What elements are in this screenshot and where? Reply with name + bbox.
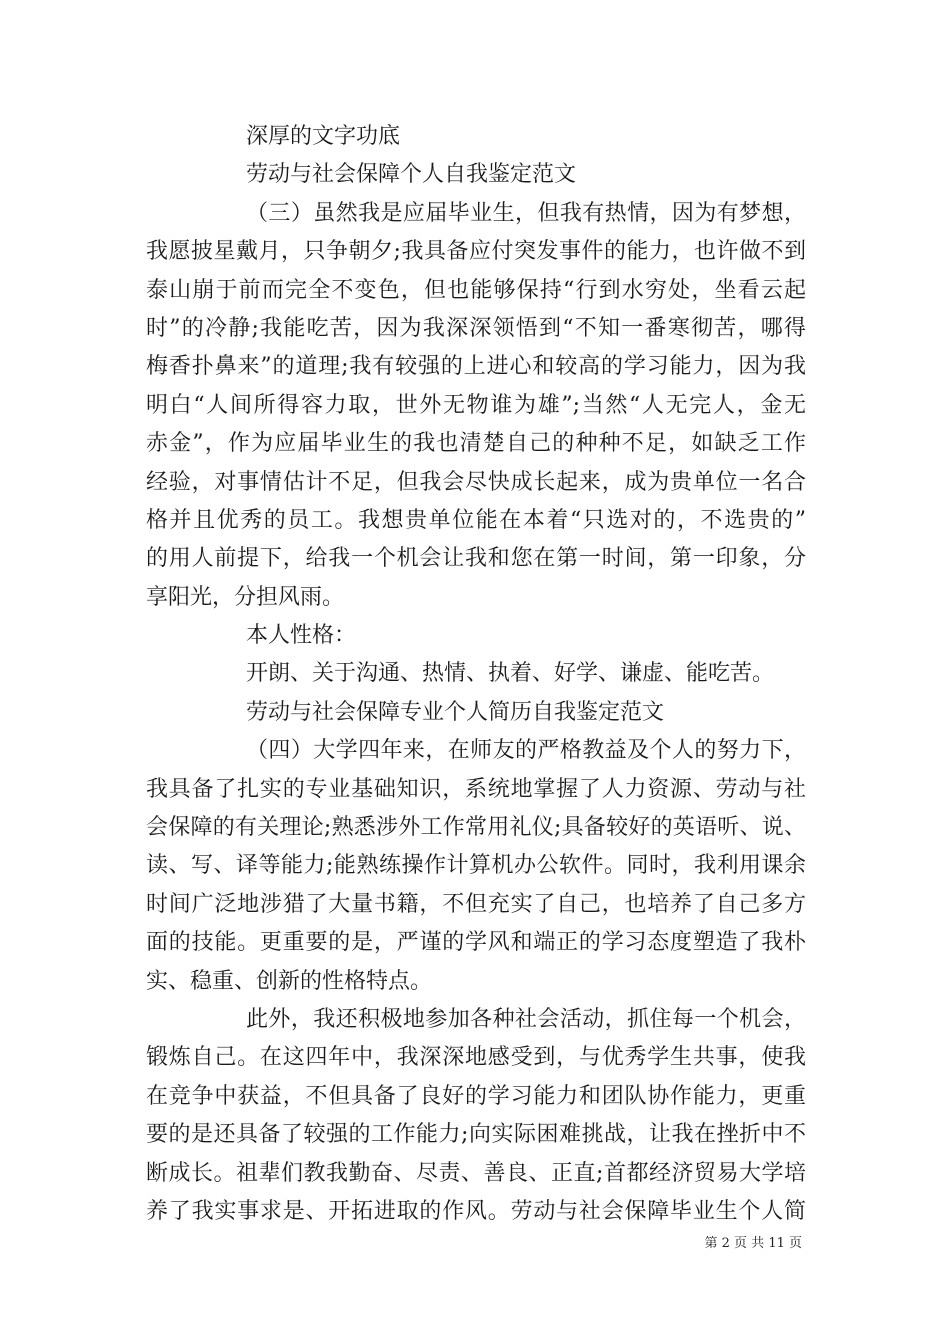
text-line: 劳动与社会保障专业个人简历自我鉴定范文 <box>246 699 665 725</box>
text-line: 深厚的文字功底 <box>246 124 401 149</box>
text-line: 此外，我还积极地参加各种社会活动，抓住每一个机会， <box>246 1006 806 1032</box>
text-line: 锻炼自己。在这四年中，我深深地感受到，与优秀学生共事，使我 <box>146 1045 806 1071</box>
text-line: 劳动与社会保障个人自我鉴定范文 <box>246 162 577 188</box>
text-line: 梅香扑鼻来”的道理;我有较强的上进心和较高的学习能力，因为我 <box>146 354 806 380</box>
text-line: 我愿披星戴月，只争朝夕;我具备应付突发事件的能力，也许做不到 <box>146 239 806 265</box>
text-line: 会保障的有关理论;熟悉涉外工作常用礼仪;具备较好的英语听、说、 <box>146 815 806 841</box>
text-line: 时间广泛地涉猎了大量书籍，不但充实了自己，也培养了自己多方 <box>146 891 806 917</box>
page-number-footer: 第 2 页 共 11 页 <box>704 1236 802 1251</box>
text-line: 面的技能。更重要的是，严谨的学风和端正的学习态度塑造了我朴 <box>146 930 806 956</box>
text-line: 时”的冷静;我能吃苦，因为我深深领悟到“不知一番寒彻苦，哪得 <box>146 315 806 341</box>
text-line: 的用人前提下，给我一个机会让我和您在第一时间，第一印象，分 <box>146 546 806 572</box>
text-line: 我具备了扎实的专业基础知识，系统地掌握了人力资源、劳动与社 <box>146 776 806 802</box>
text-line: （四）大学四年来，在师友的严格教益及个人的努力下， <box>246 738 806 764</box>
text-line: 养了我实事求是、开拓进取的作风。劳动与社会保障毕业生个人简 <box>146 1198 806 1224</box>
text-line: （三）虽然我是应届毕业生，但我有热情，因为有梦想， <box>246 200 806 226</box>
text-line: 赤金”，作为应届毕业生的我也清楚自己的种种不足，如缺乏工作 <box>146 431 806 457</box>
text-line: 实、稳重、创新的性格特点。 <box>146 968 433 994</box>
text-line: 读、写、译等能力;能熟练操作计算机办公软件。同时，我利用课余 <box>146 853 806 879</box>
document-body <box>146 118 806 1231</box>
text-line: 经验，对事情估计不足，但我会尽快成长起来，成为贵单位一名合 <box>146 469 806 495</box>
text-line: 格并且优秀的员工。我想贵单位能在本着“只选对的，不选贵的” <box>146 507 806 533</box>
text-line: 泰山崩于前而完全不变色，但也能够保持“行到水穷处，坐看云起 <box>146 277 806 303</box>
text-line: 本人性格： <box>246 623 357 649</box>
text-line: 断成长。祖辈们教我勤奋、尽责、善良、正直;首都经济贸易大学培 <box>146 1160 806 1186</box>
text-line: 开朗、关于沟通、热情、执着、好学、谦虚、能吃苦。 <box>246 661 775 687</box>
text-line: 在竞争中获益，不但具备了良好的学习能力和团队协作能力，更重 <box>146 1083 806 1109</box>
text-line: 明白“人间所得容力取，世外无物谁为雄”;当然“人无完人，金无 <box>146 392 806 418</box>
text-line: 享阳光，分担风雨。 <box>146 584 345 610</box>
text-line: 要的是还具备了较强的工作能力;向实际困难挑战，让我在挫折中不 <box>146 1122 806 1148</box>
